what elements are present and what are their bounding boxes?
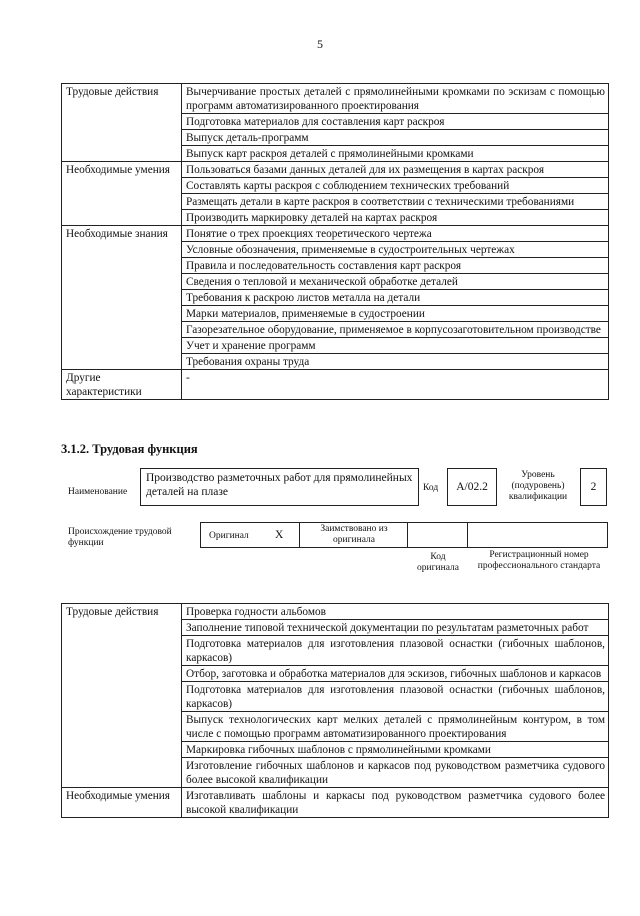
borrowed-box bbox=[299, 522, 408, 548]
table-row bbox=[62, 788, 609, 818]
table-cell: Заполнение типовой технической документации по результатам разметочных работ bbox=[182, 620, 609, 636]
table-cell: Подготовка материалов для составления карт раскроя bbox=[182, 114, 609, 130]
level-label: Уровень (подуровень) квалификации bbox=[508, 470, 568, 502]
function-code: А/02.2 bbox=[456, 481, 488, 493]
row-label: Трудовые действия bbox=[62, 84, 182, 162]
table-cell: - bbox=[182, 370, 609, 400]
table-cell: Выпуск карт раскроя деталей с прямолинейными кромками bbox=[182, 146, 609, 162]
reg-number-box bbox=[467, 522, 608, 548]
table-row bbox=[62, 226, 609, 242]
table-cell: Составлять карты раскроя с соблюдением технических требований bbox=[182, 178, 609, 194]
competency-table-1 bbox=[61, 83, 609, 400]
table-cell: Правила и последовательность составления карт раскроя bbox=[182, 258, 609, 274]
row-label: Необходимые знания bbox=[62, 226, 182, 370]
table-cell: Пользоваться базами данных деталей для их размещения в картах раскроя bbox=[182, 162, 609, 178]
row-label: Трудовые действия bbox=[62, 604, 182, 788]
table-cell: Производить маркировку деталей на картах раскроя bbox=[182, 210, 609, 226]
table-cell: Изготовление гибочных шаблонов и каркасов под руководством разметчика судового более высокой квалификации bbox=[182, 758, 609, 788]
table-cell: Проверка годности альбомов bbox=[182, 604, 609, 620]
code-original-box bbox=[407, 522, 468, 548]
table-cell: Маркировка гибочных шаблонов с прямолинейными кромками bbox=[182, 742, 609, 758]
row-label: Необходимые умения bbox=[62, 788, 182, 818]
original-label: Оригинал bbox=[209, 531, 249, 541]
table-cell: Изготавливать шаблоны и каркасы под руководством разметчика судового более высокой квалификации bbox=[182, 788, 609, 818]
table-row bbox=[62, 162, 609, 178]
original-box bbox=[200, 522, 300, 548]
original-mark: X bbox=[275, 529, 284, 541]
code-label: Код bbox=[423, 483, 439, 493]
table-cell: Условные обозначения, применяемые в судостроительных чертежах bbox=[182, 242, 609, 258]
table-cell: Отбор, заготовка и обработка материалов для эскизов, гибочных шаблонов и каркасов bbox=[182, 666, 609, 682]
table-cell: Требования к раскрою листов металла на детали bbox=[182, 290, 609, 306]
table-cell: Подготовка материалов для изготовления плазовой оснастки (гибочных шаблонов, каркасов) bbox=[182, 682, 609, 712]
table-cell: Учет и хранение программ bbox=[182, 338, 609, 354]
table-cell: Вычерчивание простых деталей с прямолинейными кромками по эскизам с помощью программ автоматизированного проектирования bbox=[182, 84, 609, 114]
table-row bbox=[62, 84, 609, 114]
table-cell: Требования охраны труда bbox=[182, 354, 609, 370]
table-cell: Газорезательное оборудование, применяемое в корпусозаготовительном производстве bbox=[182, 322, 609, 338]
table-cell: Марки материалов, применяемые в судостроении bbox=[182, 306, 609, 322]
row-label: Необходимые умения bbox=[62, 162, 182, 226]
competency-table-2 bbox=[61, 603, 609, 818]
reg-number-caption: Регистрационный номер профессионального стандарта bbox=[477, 550, 601, 571]
section-heading: 3.1.2. Трудовая функция bbox=[61, 442, 198, 456]
code-original-caption: Код оригинала bbox=[417, 552, 459, 573]
table-row bbox=[62, 370, 609, 400]
level-value-box bbox=[580, 468, 607, 506]
table-cell: Подготовка материалов для изготовления плазовой оснастки (гибочных шаблонов, каркасов) bbox=[182, 636, 609, 666]
level-value: 2 bbox=[590, 481, 597, 493]
function-name-box bbox=[140, 468, 419, 506]
row-label: Другие характеристики bbox=[62, 370, 182, 400]
borrowed-label: Заимствовано из оригинала bbox=[320, 524, 388, 545]
table-cell: Размещать детали в карте раскроя в соответствии с техническими требованиями bbox=[182, 194, 609, 210]
table-cell: Выпуск технологических карт мелких деталей с прямолинейным контуром, в том числе с помощью программ автоматизированного проектирования bbox=[182, 712, 609, 742]
function-name: Производство разметочных работ для прямолинейных деталей на плазе bbox=[146, 472, 413, 498]
table-cell: Понятие о трех проекциях теоретического чертежа bbox=[182, 226, 609, 242]
table-cell: Выпуск деталь-программ bbox=[182, 130, 609, 146]
page-number: 5 bbox=[317, 37, 323, 51]
function-code-box bbox=[447, 468, 497, 506]
origin-label: Происхождение трудовой функции bbox=[68, 527, 172, 548]
table-cell: Сведения о тепловой и механической обработке деталей bbox=[182, 274, 609, 290]
name-label: Наименование bbox=[68, 487, 128, 497]
table-row bbox=[62, 604, 609, 620]
